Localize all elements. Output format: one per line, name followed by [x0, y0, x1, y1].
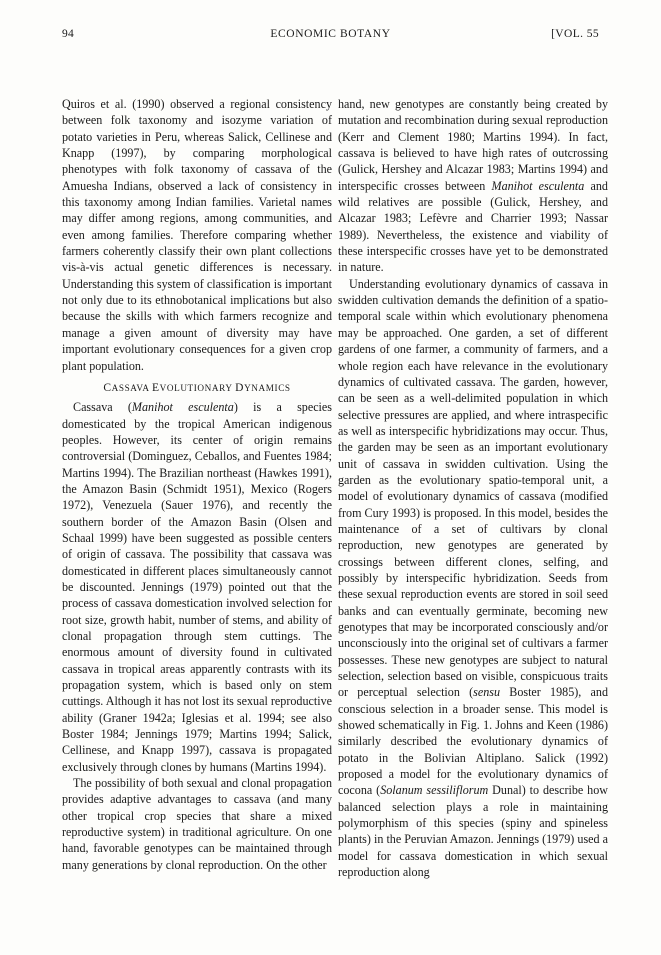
- species-name: Manihot esculenta: [491, 178, 585, 193]
- heading-small-1: ASSAVA: [111, 382, 153, 393]
- heading-cap-2: E: [152, 381, 160, 394]
- right-column: [338, 96, 608, 881]
- heading-cap-3: D: [235, 381, 245, 394]
- text-run: Boster 1985), and conscious selection in a broader sense. This model is showed schematically in Fig. 1. Johns and Keen (1986) similarly described the evolutionary dynamics of potato in the Bolivian Altiplano. Salick (1992) proposed a model for the evolutionary dynamics of cocona (: [338, 685, 608, 798]
- paragraph-evolutionary-model: [338, 276, 608, 881]
- species-name: Solanum sessiliflorum: [380, 783, 489, 798]
- paragraph-folk-taxonomy: Quiros et al. (1990) observed a regional consistency between folk taxonomy and isozyme variation of potato varieties in Peru, whereas Salick, Cellinese and Knapp (1997), by comparing morphological phenotypes with folk taxonomy of cassava of the Amuesha Indians, observed a lack of consistency in this taxonomy among Indian families. Varietal names may differ among regions, among communities, and even among families. Therefore comparing whether farmers coherently classify their own plant collections vis-à-vis actual genetic differences is necessary. Understanding this system of classification is important not only due to its ethnobotanical implications but also because the skills with which farmers recognize and manage a given amount of diversity may have important evolutionary consequences for a given crop plant population.: [62, 97, 332, 373]
- journal-title: ECONOMIC BOTANY: [270, 28, 391, 40]
- italic-term: sensu: [473, 685, 501, 700]
- page-number: 94: [62, 28, 74, 40]
- volume-label: [VOL. 55: [551, 28, 599, 40]
- heading-small-3: YNAMICS: [244, 382, 291, 393]
- heading-small-2: VOLUTIONARY: [159, 382, 236, 393]
- text-run: hand, new genotypes are constantly being created by mutation and recombination during sexual reproduction (Kerr and Clement 1980; Martins 1994). In fact, cassava is believed to have high rates of outcrossing (Gulick, Hershey and Alcazar 1983; Martins 1994) and interspecific crosses between: [338, 97, 608, 193]
- paragraph-outcrossing: [338, 96, 608, 276]
- text-run: ) is a species domesticated by the tropical American indigenous peoples. However, its center of origin remains controversial (Dominguez, Ceballos, and Fuentes 1984; Martins 1994). The Brazilian northeast (Hawkes 1991), the Amazon Basin (Schmidt 1951), Mexico (Rogers 1972), Venezuela (Sauer 1976), and recently the southern border of the Amazon Basin (Olsen and Schaal 1999) have been suggested as possible centers of origin of cassava. The possibility that cassava was domesticated in different places simultaneously cannot be discounted. Jennings (1979) pointed out that the process of cassava domestication involved selection for root size, growth habit, number of stems, and ability of clonal propagation through stem cuttings. The enormous amount of diversity found in cultivated cassava in tropical areas apparently contrasts with its propagation system, which is based only on stem cuttings. Although it has not lost its sexual reproductive ability (Graner 1942a; Iglesias et al. 1994; see also Boster 1984; Jennings 1979; Martins 1994; Salick, Cellinese, and Knapp 1997), cassava is propagated exclusively through clones by humans (Martins 1994).: [62, 400, 332, 774]
- text-run: and wild relatives are possible (Gulick, Hershey, and Alcazar 1983; Lefèvre and Charrier 1993; Nassar 1989). Nevertheless, the existence and viability of these interspecific crosses have yet to be demonstrated in nature.: [338, 178, 608, 275]
- paragraph-propagation: The possibility of both sexual and clonal propagation provides adaptive advantages to cassava (and many other tropical crop species that share a mixed reproductive system) in traditional agriculture. On one hand, favorable genotypes can be maintained through many generations by clonal reproduction. On the other: [62, 776, 332, 872]
- running-header: [62, 28, 599, 46]
- left-column: [62, 96, 332, 873]
- paragraph-cassava-origin: [62, 399, 332, 775]
- heading-cap-1: C: [103, 381, 112, 394]
- text-run: Dunal) to describe how balanced selection plays a role in maintaining polymorphism of this species (spiny and spineless plants) in the Peruvian Amazon. Jennings (1979) used a model for cassava domestication in which sexual reproduction along: [338, 783, 608, 880]
- section-heading: [62, 380, 332, 396]
- species-name: Manihot esculenta: [131, 400, 234, 415]
- text-run: Understanding evolutionary dynamics of cassava in swidden cultivation demands the definition of a spatio-temporal scale within which evolutionary phenomena may be approached. One garden, a set of different gardens of one farmer, a community of farmers, and a whole region each have relevance in the evolutionary dynamics of cultivated cassava. The garden, however, can be seen as a well-delimited population in which selective pressures are applied, and where intraspecific as well as interspecific hybridizations may occur. Thus, the garden may be seen as an important evolutionary unit of cassava in swidden cultivation. Using the garden as the evolutionary spatio-temporal unit, a model of evolutionary dynamics of cassava (modified from Cury 1993) is proposed. In this model, besides the maintenance of a set of cultivars by clonal reproduction, new genotypes are generated by crossings between different clones, selfing, and possibly by interspecific hybridization. Seeds from these sexual reproduction events are stored in soil seed banks and can eventually germinate, becoming new genotypes that may be incorporated consciously and/or unconsciously into the original set of cultivars a farmer possesses. These new genotypes are subject to natural selection, selection based on visible, conspicuous traits or perceptual selection (: [338, 276, 608, 700]
- text-run: Cassava (: [73, 400, 132, 415]
